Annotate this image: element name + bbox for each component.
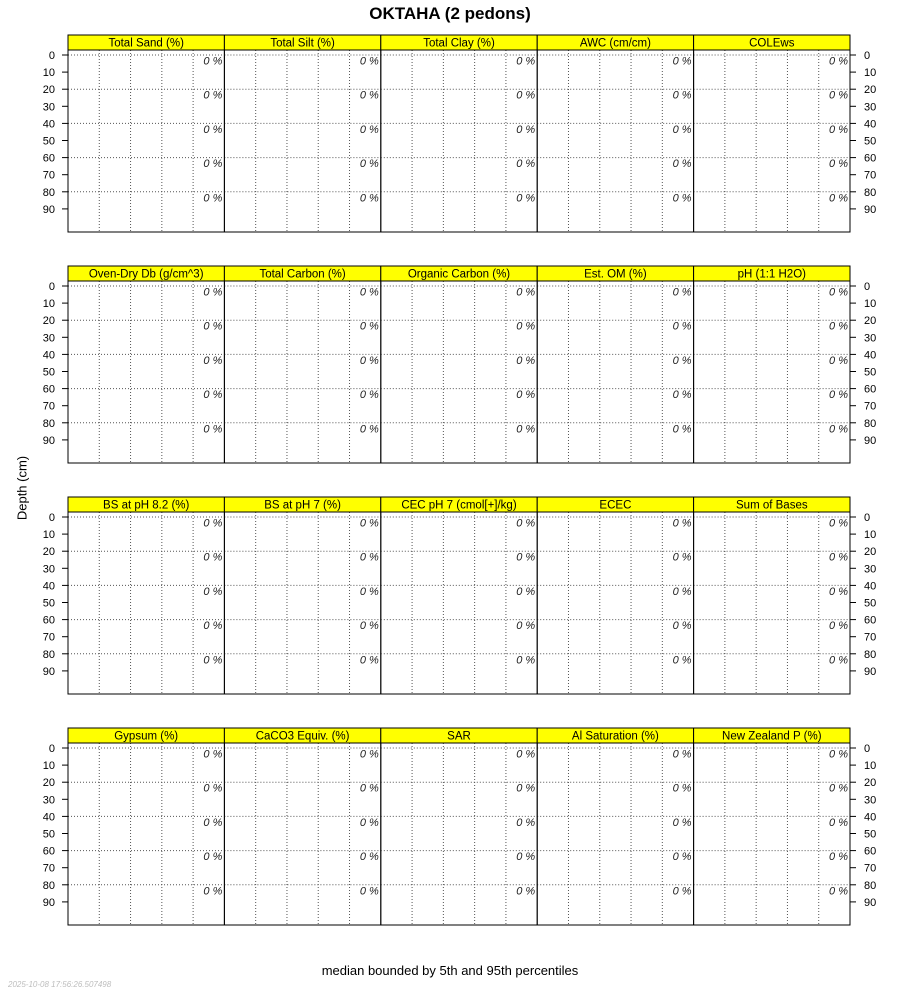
- y-tick-label-right: 70: [864, 631, 877, 644]
- data-label: 0 %: [203, 389, 223, 402]
- data-label: 0 %: [672, 123, 692, 136]
- data-label: 0 %: [203, 851, 223, 864]
- y-tick-label-right: 60: [864, 845, 877, 858]
- data-label: 0 %: [203, 654, 223, 667]
- panel-strip-label: CaCO3 Equiv. (%): [255, 730, 350, 743]
- y-tick-label-right: 20: [864, 84, 877, 97]
- panel-strip-label: pH (1:1 H2O): [737, 268, 806, 281]
- data-label: 0 %: [203, 123, 223, 136]
- y-tick-label-right: 60: [864, 152, 877, 165]
- data-label: 0 %: [829, 423, 848, 436]
- data-label: 0 %: [516, 885, 536, 898]
- data-label: 0 %: [516, 585, 536, 598]
- y-tick-label-left: 30: [42, 794, 55, 807]
- data-label: 0 %: [829, 354, 848, 367]
- data-label: 0 %: [203, 55, 223, 68]
- y-tick-label-left: 60: [42, 845, 55, 858]
- data-label: 0 %: [672, 320, 692, 333]
- y-tick-label-right: 30: [864, 332, 877, 345]
- data-label: 0 %: [672, 816, 692, 829]
- data-label: 0 %: [829, 192, 848, 205]
- y-tick-label-left: 40: [42, 349, 55, 362]
- data-label: 0 %: [359, 423, 379, 436]
- data-label: 0 %: [203, 782, 223, 795]
- panel-frame: [68, 50, 224, 232]
- data-label: 0 %: [359, 320, 379, 333]
- data-label: 0 %: [359, 851, 379, 864]
- y-tick-label-right: 0: [864, 743, 871, 755]
- panel-frame: [224, 50, 380, 232]
- data-label: 0 %: [672, 89, 692, 102]
- y-tick-label-right: 60: [864, 614, 877, 627]
- data-label: 0 %: [516, 517, 536, 530]
- panel-frame: [381, 512, 537, 694]
- y-tick-label-right: 80: [864, 648, 877, 661]
- y-tick-label-left: 30: [42, 332, 55, 345]
- y-tick-label-left: 30: [42, 101, 55, 114]
- data-label: 0 %: [829, 158, 848, 171]
- data-label: 0 %: [516, 423, 536, 436]
- data-label: 0 %: [359, 654, 379, 667]
- panel-strip-label: BS at pH 7 (%): [264, 499, 341, 512]
- y-tick-label-right: 70: [864, 862, 877, 875]
- data-label: 0 %: [203, 620, 223, 633]
- panel-frame: [694, 50, 850, 232]
- panel-strip-label: SAR: [447, 730, 471, 743]
- data-label: 0 %: [829, 782, 848, 795]
- panel-frame: [537, 743, 693, 925]
- data-label: 0 %: [516, 782, 536, 795]
- data-label: 0 %: [203, 585, 223, 598]
- y-tick-label-left: 10: [42, 760, 55, 773]
- panel-strip-label: Total Silt (%): [270, 37, 335, 50]
- data-label: 0 %: [203, 354, 223, 367]
- data-label: 0 %: [203, 885, 223, 898]
- panel-frame: [381, 743, 537, 925]
- data-label: 0 %: [203, 748, 223, 761]
- y-tick-label-left: 80: [42, 648, 55, 661]
- y-tick-label-right: 20: [864, 777, 877, 790]
- data-label: 0 %: [829, 55, 848, 68]
- y-tick-label-right: 40: [864, 811, 877, 824]
- panel-frame: [224, 743, 380, 925]
- data-label: 0 %: [203, 423, 223, 436]
- y-tick-label-left: 0: [48, 281, 55, 293]
- panel-strip-label: New Zealand P (%): [722, 730, 822, 743]
- data-label: 0 %: [516, 192, 536, 205]
- y-tick-label-right: 60: [864, 383, 877, 396]
- y-tick-label-left: 10: [42, 67, 55, 80]
- data-label: 0 %: [203, 517, 223, 530]
- data-label: 0 %: [516, 654, 536, 667]
- data-label: 0 %: [359, 816, 379, 829]
- panel-strip-label: AWC (cm/cm): [579, 37, 651, 50]
- data-label: 0 %: [516, 123, 536, 136]
- data-label: 0 %: [829, 123, 848, 136]
- y-tick-label-right: 30: [864, 563, 877, 576]
- data-label: 0 %: [203, 320, 223, 333]
- data-label: 0 %: [829, 654, 848, 667]
- y-tick-label-left: 20: [42, 315, 55, 328]
- data-label: 0 %: [672, 782, 692, 795]
- panel-strip-label: Total Clay (%): [423, 37, 495, 50]
- y-tick-label-left: 90: [42, 434, 55, 447]
- y-axis-label: Depth (cm): [14, 455, 30, 521]
- y-tick-label-right: 80: [864, 417, 877, 430]
- y-tick-label-right: 40: [864, 349, 877, 362]
- y-tick-label-right: 40: [864, 580, 877, 593]
- data-label: 0 %: [359, 782, 379, 795]
- y-tick-label-right: 90: [864, 434, 877, 447]
- y-tick-label-left: 50: [42, 135, 55, 148]
- data-label: 0 %: [672, 585, 692, 598]
- data-label: 0 %: [829, 517, 848, 530]
- y-tick-label-left: 70: [42, 400, 55, 413]
- data-label: 0 %: [516, 748, 536, 761]
- panel-frame: [694, 512, 850, 694]
- data-label: 0 %: [672, 286, 692, 299]
- y-tick-label-left: 20: [42, 84, 55, 97]
- data-label: 0 %: [516, 89, 536, 102]
- y-tick-label-right: 20: [864, 546, 877, 559]
- y-tick-label-right: 30: [864, 101, 877, 114]
- y-tick-label-right: 90: [864, 665, 877, 678]
- data-label: 0 %: [829, 585, 848, 598]
- y-tick-label-left: 40: [42, 118, 55, 131]
- data-label: 0 %: [672, 55, 692, 68]
- panel-frame: [537, 512, 693, 694]
- panel-frame: [224, 281, 380, 463]
- panel-frame: [68, 743, 224, 925]
- panel-strip-label: Total Carbon (%): [259, 268, 346, 281]
- y-tick-label-left: 50: [42, 366, 55, 379]
- data-label: 0 %: [203, 551, 223, 564]
- panel-frame: [381, 50, 537, 232]
- data-label: 0 %: [829, 620, 848, 633]
- panel-strip-label: Al Saturation (%): [571, 730, 659, 743]
- y-tick-label-left: 20: [42, 777, 55, 790]
- panel-frame: [694, 281, 850, 463]
- panel-frame: [381, 281, 537, 463]
- data-label: 0 %: [359, 551, 379, 564]
- data-label: 0 %: [672, 885, 692, 898]
- data-label: 0 %: [359, 354, 379, 367]
- y-tick-label-left: 70: [42, 862, 55, 875]
- data-label: 0 %: [203, 286, 223, 299]
- y-tick-label-left: 80: [42, 879, 55, 892]
- panel-frame: [68, 281, 224, 463]
- data-label: 0 %: [359, 585, 379, 598]
- y-tick-label-right: 50: [864, 828, 877, 841]
- y-tick-label-right: 40: [864, 118, 877, 131]
- y-tick-label-right: 80: [864, 879, 877, 892]
- data-label: 0 %: [516, 55, 536, 68]
- data-label: 0 %: [829, 748, 848, 761]
- panel-strip-label: Organic Carbon (%): [407, 268, 511, 281]
- y-tick-label-left: 0: [48, 512, 55, 524]
- y-tick-label-right: 50: [864, 135, 877, 148]
- data-label: 0 %: [359, 620, 379, 633]
- panel-strip-label: Sum of Bases: [736, 499, 808, 512]
- data-label: 0 %: [672, 517, 692, 530]
- data-label: 0 %: [203, 89, 223, 102]
- y-tick-label-left: 70: [42, 631, 55, 644]
- y-tick-label-right: 0: [864, 512, 871, 524]
- y-tick-label-left: 60: [42, 152, 55, 165]
- panel-strip-label: Total Sand (%): [108, 37, 184, 50]
- data-label: 0 %: [516, 320, 536, 333]
- data-label: 0 %: [672, 748, 692, 761]
- data-label: 0 %: [516, 158, 536, 171]
- data-label: 0 %: [516, 816, 536, 829]
- y-tick-label-right: 70: [864, 400, 877, 413]
- data-label: 0 %: [672, 192, 692, 205]
- y-tick-label-right: 30: [864, 794, 877, 807]
- data-label: 0 %: [672, 158, 692, 171]
- y-tick-label-left: 10: [42, 298, 55, 311]
- data-label: 0 %: [829, 286, 848, 299]
- y-tick-label-right: 10: [864, 529, 877, 542]
- data-label: 0 %: [516, 354, 536, 367]
- panel-frame: [694, 743, 850, 925]
- y-tick-label-right: 0: [864, 281, 871, 293]
- panel-frame: [537, 281, 693, 463]
- data-label: 0 %: [829, 320, 848, 333]
- data-label: 0 %: [829, 816, 848, 829]
- data-label: 0 %: [516, 389, 536, 402]
- y-tick-label-left: 20: [42, 546, 55, 559]
- data-label: 0 %: [203, 816, 223, 829]
- y-tick-label-right: 0: [864, 50, 871, 62]
- y-tick-label-left: 60: [42, 614, 55, 627]
- panel-frame: [68, 512, 224, 694]
- data-label: 0 %: [672, 354, 692, 367]
- chart-title: OKTAHA (2 pedons): [369, 4, 531, 23]
- data-label: 0 %: [359, 517, 379, 530]
- data-label: 0 %: [516, 286, 536, 299]
- y-tick-label-left: 90: [42, 203, 55, 216]
- y-tick-label-right: 20: [864, 315, 877, 328]
- panel-frame: [224, 512, 380, 694]
- y-tick-label-left: 40: [42, 811, 55, 824]
- timestamp: 2025-10-08 17:56:26.507498: [8, 980, 112, 989]
- data-label: 0 %: [203, 192, 223, 205]
- y-tick-label-left: 90: [42, 896, 55, 909]
- panel-strip-label: COLEws: [749, 37, 795, 50]
- panel-strip-label: BS at pH 8.2 (%): [103, 499, 190, 512]
- y-tick-label-right: 70: [864, 169, 877, 182]
- data-label: 0 %: [516, 551, 536, 564]
- data-label: 0 %: [359, 748, 379, 761]
- data-label: 0 %: [516, 620, 536, 633]
- y-tick-label-right: 90: [864, 896, 877, 909]
- y-tick-label-right: 10: [864, 760, 877, 773]
- data-label: 0 %: [829, 89, 848, 102]
- data-label: 0 %: [516, 851, 536, 864]
- y-tick-label-right: 50: [864, 597, 877, 610]
- panel-strip-label: Gypsum (%): [114, 730, 179, 743]
- data-label: 0 %: [672, 851, 692, 864]
- data-label: 0 %: [829, 885, 848, 898]
- data-label: 0 %: [672, 551, 692, 564]
- y-tick-label-left: 80: [42, 186, 55, 199]
- y-tick-label-left: 40: [42, 580, 55, 593]
- data-label: 0 %: [829, 389, 848, 402]
- x-axis-label: median bounded by 5th and 95th percentiles: [321, 963, 579, 978]
- data-label: 0 %: [359, 192, 379, 205]
- data-label: 0 %: [672, 620, 692, 633]
- data-label: 0 %: [359, 55, 379, 68]
- y-tick-label-left: 60: [42, 383, 55, 396]
- y-tick-label-left: 50: [42, 828, 55, 841]
- data-label: 0 %: [829, 851, 848, 864]
- data-label: 0 %: [359, 158, 379, 171]
- data-label: 0 %: [359, 286, 379, 299]
- data-label: 0 %: [672, 423, 692, 436]
- panel-frame: [537, 50, 693, 232]
- data-label: 0 %: [359, 89, 379, 102]
- y-tick-label-left: 0: [48, 50, 55, 62]
- panel-strip-label: ECEC: [599, 499, 632, 512]
- y-tick-label-right: 10: [864, 298, 877, 311]
- data-label: 0 %: [672, 654, 692, 667]
- data-label: 0 %: [359, 389, 379, 402]
- data-label: 0 %: [829, 551, 848, 564]
- panel-strip-label: Oven-Dry Db (g/cm^3): [88, 268, 204, 281]
- y-tick-label-left: 70: [42, 169, 55, 182]
- data-label: 0 %: [359, 885, 379, 898]
- y-tick-label-left: 0: [48, 743, 55, 755]
- y-tick-label-left: 80: [42, 417, 55, 430]
- y-tick-label-right: 90: [864, 203, 877, 216]
- y-tick-label-right: 80: [864, 186, 877, 199]
- panel-strip-label: CEC pH 7 (cmol[+]/kg): [401, 499, 517, 512]
- y-tick-label-left: 50: [42, 597, 55, 610]
- data-label: 0 %: [203, 158, 223, 171]
- y-tick-label-right: 10: [864, 67, 877, 80]
- data-label: 0 %: [359, 123, 379, 136]
- y-tick-label-left: 10: [42, 529, 55, 542]
- y-tick-label-left: 90: [42, 665, 55, 678]
- data-label: 0 %: [672, 389, 692, 402]
- y-tick-label-right: 50: [864, 366, 877, 379]
- panel-strip-label: Est. OM (%): [584, 268, 647, 281]
- y-tick-label-left: 30: [42, 563, 55, 576]
